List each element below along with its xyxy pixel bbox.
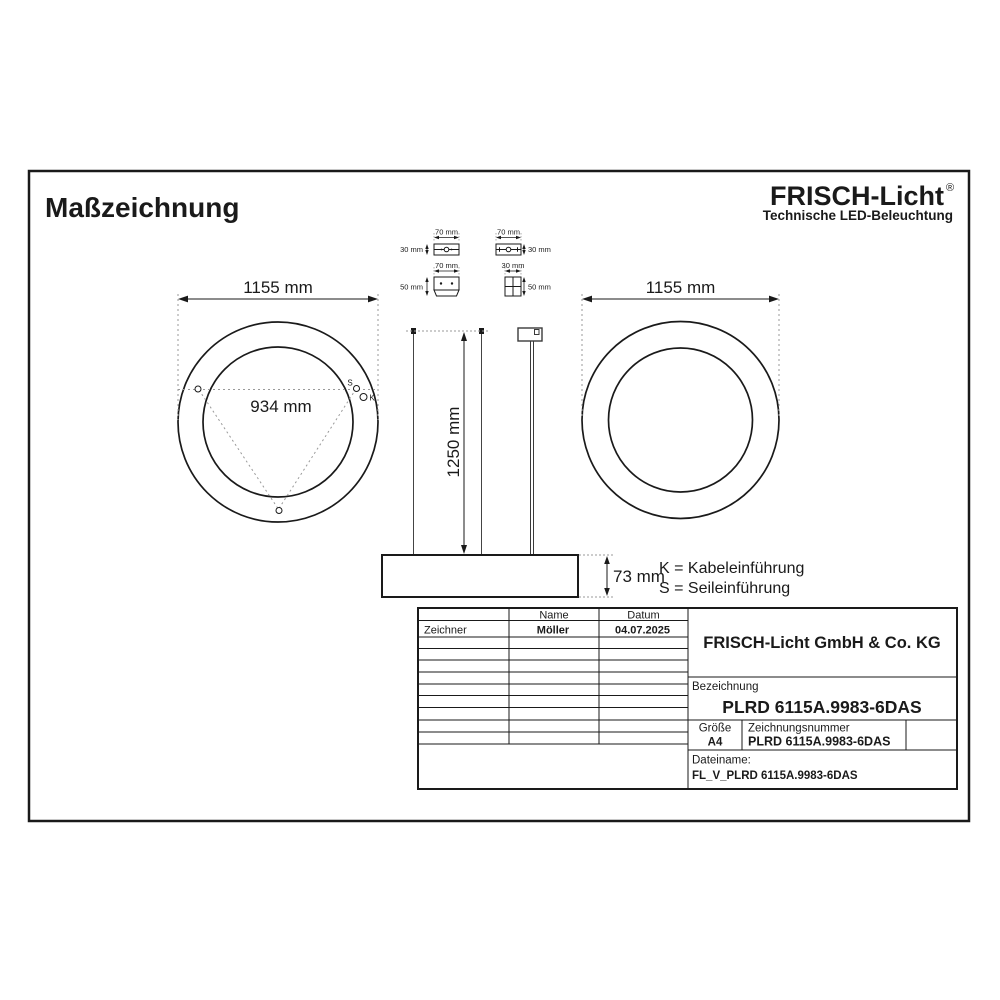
canopy-detail-views xyxy=(400,228,551,297)
suspension-box-view xyxy=(502,261,551,296)
date-column-header: Datum xyxy=(627,609,660,622)
kabel-entry-hole xyxy=(360,394,367,401)
suspension-box-width-dim: 30 mm xyxy=(501,261,525,270)
designation-value: PLRD 6115A.9983-6DAS xyxy=(722,697,922,717)
mounting-hole xyxy=(276,508,282,514)
page-title: Maßzeichnung xyxy=(45,192,240,223)
drawing-number-value: PLRD 6115A.9983-6DAS xyxy=(748,734,891,749)
name-column-header: Name xyxy=(539,609,569,622)
canopy-side-width-dim: 70 mm xyxy=(435,261,458,270)
hole-circle-diameter-dim: 934 mm xyxy=(250,397,312,416)
canopy-top-width-dim: 70 mm xyxy=(435,227,458,237)
designation-label: Bezeichnung xyxy=(692,681,759,693)
drawing-date: 04.07.2025 xyxy=(614,624,671,637)
canopy-top-height-dim: 30 mm xyxy=(400,245,423,254)
company-name: FRISCH-Licht GmbH & Co. KG xyxy=(703,634,941,652)
seil-entry-label: S xyxy=(347,378,353,388)
canopy-side-view xyxy=(400,261,459,296)
drawing-number-label: Zeichnungsnummer xyxy=(748,722,850,735)
canopy-section-height-dim: 30 mm xyxy=(528,245,551,254)
legend-kabel: K = Kabeleinführung xyxy=(659,560,805,577)
suspension-box-height-dim: 50 mm xyxy=(528,282,551,292)
size-value: A4 xyxy=(707,736,723,749)
luminaire-body xyxy=(382,555,578,597)
canopy-side-height-dim: 50 mm xyxy=(400,282,423,292)
canopy-section-width-dim: 70 mm xyxy=(497,227,520,237)
luminaire-top-view xyxy=(178,278,378,522)
filename-label: Dateiname: xyxy=(692,754,751,767)
kabel-entry-label: K xyxy=(369,393,375,403)
top-view-outer-diameter-dim: 1155 mm xyxy=(243,278,313,297)
size-label: Größe xyxy=(698,722,732,735)
logo-tagline: Technische LED-Beleuchtung xyxy=(762,208,953,223)
canopy-top-view xyxy=(400,228,459,256)
abbreviation-legend xyxy=(659,560,804,597)
bottom-view-outer-diameter-dim: 1155 mm xyxy=(645,278,716,297)
legend-seil: S = Seileinführung xyxy=(659,580,791,597)
suspension-length-dim: 1250 mm xyxy=(444,406,463,478)
drafter-name: Möller xyxy=(536,624,570,637)
canopy-section-view xyxy=(496,228,551,256)
filename-value: FL_V_PLRD 6115A.9983-6DAS xyxy=(692,770,858,782)
registered-trademark-icon: ® xyxy=(946,182,955,194)
body-height-dim: 73 mm xyxy=(613,567,665,586)
luminaire-bottom-view xyxy=(582,278,779,519)
title-block xyxy=(418,608,957,789)
seil-entry-hole xyxy=(354,386,360,392)
logo-wordmark: FRISCH-Licht xyxy=(770,181,944,211)
zeichner-row-label: Zeichner xyxy=(424,624,467,637)
company-logo xyxy=(763,181,954,223)
mounting-hole xyxy=(195,386,201,392)
